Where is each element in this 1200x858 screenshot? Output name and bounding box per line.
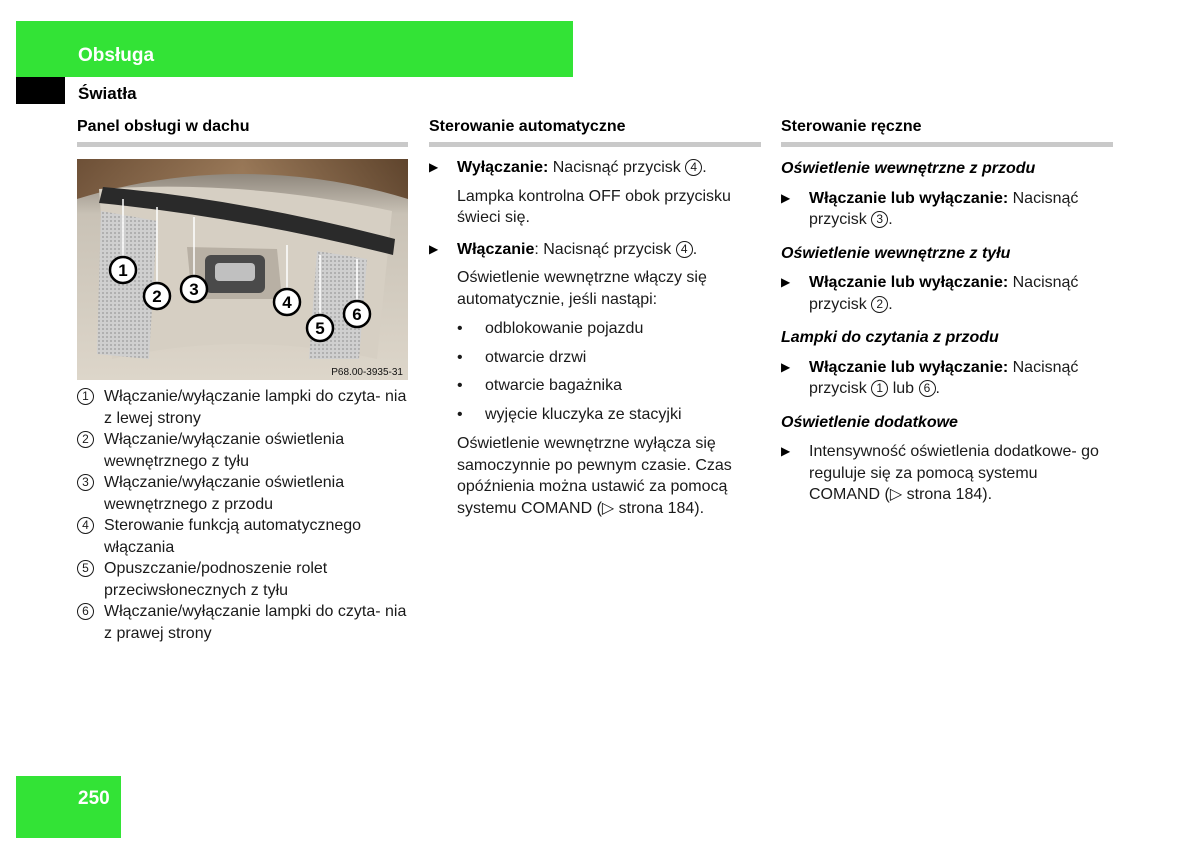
roof-panel-photo — [77, 159, 408, 380]
list-item-text: otwarcie drzwi — [485, 348, 587, 366]
legend-number: 1 — [77, 388, 94, 405]
callout-3: 3 — [189, 280, 199, 299]
legend-text: Sterowanie funkcją automatycznego włączania — [104, 517, 362, 556]
button-number: 4 — [685, 159, 702, 176]
legend-number: 3 — [77, 474, 94, 491]
photo-code: P68.00-3935-31 — [331, 367, 403, 378]
legend-list — [77, 386, 408, 644]
legend-number: 6 — [77, 603, 94, 620]
legend-item — [77, 515, 408, 558]
triangle-right-icon: ▶ — [781, 275, 791, 289]
section-marker — [16, 77, 65, 104]
column-roof-panel — [77, 118, 408, 644]
instruction — [781, 188, 1113, 231]
punctuation: . — [935, 380, 940, 397]
triangle-right-icon: ▶ — [781, 359, 791, 374]
instruction-label: Włączanie lub wyłączanie: — [809, 358, 1009, 376]
paragraph: Lampka kontrolna OFF obok przycisku świeci się. — [457, 187, 731, 226]
button-number: 3 — [871, 211, 888, 228]
punctuation: . — [888, 211, 893, 228]
legend-text: Włączanie/wyłączanie lampki do czyta- nia z prawej strony — [104, 603, 407, 642]
legend-text: Włączanie/wyłączanie lampki do czyta- nia z lewej strony — [104, 388, 407, 427]
button-number: 6 — [919, 380, 936, 397]
page-number: 250 — [78, 788, 110, 809]
subheading: Oświetlenie wewnętrzne z tyłu — [781, 244, 1011, 262]
column-heading: Sterowanie automatyczne — [429, 118, 761, 147]
instruction-text: Nacisnąć przycisk — [809, 358, 1079, 397]
list-item: • wyjęcie kluczyka ze stacyjki — [457, 404, 761, 426]
list-item-text: wyjęcie kluczyka ze stacyjki — [485, 405, 682, 423]
legend-text: Włączanie/wyłączanie oświetlenia wewnętrznego z tyłu — [104, 431, 345, 470]
instruction — [781, 357, 1113, 400]
conjunction: lub — [892, 380, 915, 397]
legend-item — [77, 558, 408, 601]
legend-item — [77, 472, 408, 515]
list-item-text: otwarcie bagażnika — [485, 377, 622, 394]
instruction-on — [429, 239, 761, 261]
list-item: • otwarcie drzwi — [457, 347, 761, 369]
legend-text: Włączanie/wyłączanie oświetlenia wewnętrznego z przodu — [104, 474, 345, 513]
column-heading: Sterowanie ręczne — [781, 118, 1113, 147]
triangle-right-icon: ▶ — [429, 241, 439, 256]
instruction-text: Nacisnąć przycisk — [809, 274, 1079, 313]
legend-number: 2 — [77, 431, 94, 448]
triangle-right-icon: ▶ — [781, 444, 791, 458]
paragraph: Oświetlenie wewnętrzne wyłącza się samoczynnie po pewnym czasie. Czas opóźnienia można ustawić za pomocą systemu COMAND (▷ strona 184). — [457, 435, 732, 517]
instruction — [781, 441, 1113, 506]
legend-item — [77, 386, 408, 429]
subheading: Oświetlenie dodatkowe — [781, 413, 958, 431]
paragraph: Oświetlenie wewnętrzne włączy się automatycznie, jeśli nastąpi: — [457, 269, 707, 308]
callout-4: 4 — [282, 293, 292, 312]
button-number: 2 — [871, 296, 888, 313]
instruction-text: : Nacisnąć przycisk — [534, 240, 672, 258]
callout-6: 6 — [352, 305, 362, 324]
triangle-right-icon: ▶ — [429, 160, 439, 174]
subheading: Oświetlenie wewnętrzne z przodu — [781, 160, 1036, 177]
legend-text: Opuszczanie/podnoszenie rolet przeciwsłonecznych z tyłu — [104, 560, 328, 599]
punctuation: . — [692, 240, 698, 258]
column-heading: Panel obsługi w dachu — [77, 118, 408, 147]
legend-item — [77, 601, 408, 644]
instruction — [781, 272, 1113, 315]
instruction-label: Wyłączanie: — [457, 159, 549, 176]
instruction-label: Włączanie lub wyłączanie: — [809, 189, 1009, 207]
punctuation: . — [702, 159, 707, 176]
button-number: 4 — [676, 241, 693, 258]
list-item: • otwarcie bagażnika — [457, 375, 761, 397]
list-item-text: odblokowanie pojazdu — [485, 320, 644, 337]
chapter-title: Obsługa — [78, 45, 155, 66]
punctuation: . — [888, 295, 893, 313]
legend-number: 5 — [77, 560, 94, 577]
legend-number: 4 — [77, 517, 94, 534]
instruction-off — [429, 157, 761, 179]
section-title: Światła — [78, 84, 137, 103]
instruction-text: Nacisnąć przycisk — [552, 159, 681, 176]
roof-panel-illustration — [77, 159, 408, 380]
callout-2: 2 — [152, 287, 162, 306]
instruction-text: Intensywność oświetlenia dodatkowe- go reguluje się za pomocą systemu COMAND (▷ strona 184). — [809, 443, 1099, 503]
triangle-right-icon: ▶ — [781, 190, 791, 205]
column-automatic-control — [429, 118, 761, 519]
callout-5: 5 — [315, 319, 325, 338]
instruction-label: Włączanie lub wyłączanie: — [809, 274, 1009, 291]
list-item: • odblokowanie pojazdu — [457, 318, 761, 340]
subheading: Lampki do czytania z przodu — [781, 329, 999, 346]
callout-1: 1 — [118, 261, 128, 280]
column-manual-control — [781, 118, 1113, 506]
legend-item — [77, 429, 408, 472]
instruction-label: Włączanie — [457, 240, 535, 258]
instruction-text: Nacisnąć przycisk — [809, 189, 1079, 228]
button-number: 1 — [871, 380, 888, 397]
